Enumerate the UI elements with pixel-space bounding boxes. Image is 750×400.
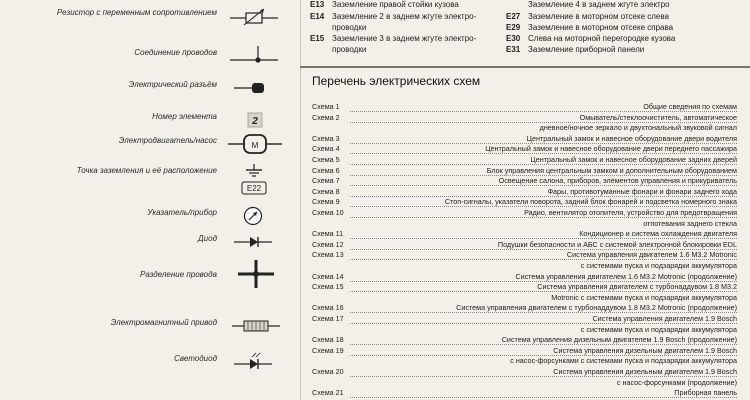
- code-id: E27: [506, 12, 521, 21]
- legend-row: [0, 352, 295, 372]
- scheme-row: [312, 166, 737, 177]
- scheme-description: с системами пуска и подзарядки аккумулятора: [580, 261, 737, 270]
- scheme-row: [312, 113, 737, 124]
- legend-row: [0, 164, 295, 198]
- legend-row: [0, 206, 295, 226]
- scheme-description: Подушки безопасности и АБС с системой электронной блокировки EDL: [497, 239, 737, 249]
- legend-label: Диод: [198, 234, 217, 243]
- legend-label: Точка заземления и её расположение: [76, 166, 217, 175]
- connector-icon: [228, 78, 288, 98]
- legend-row: [0, 260, 295, 290]
- scheme-description: Стоп-сигналы, указатели поворота, задний блок фонарей и подсветка номерного знака: [444, 197, 737, 207]
- legend-row: [0, 316, 295, 336]
- scheme-row: [312, 187, 737, 198]
- scheme-description: Радио, вентилятор отопителя, устройство для предотвращения: [524, 208, 737, 217]
- legend-label: Резистор с переменным сопротивлением: [56, 8, 217, 17]
- element-number-badge: 2: [252, 116, 258, 127]
- scheme-description: Система управления двигателем с турбонаддувом 1.8 М3.2: [537, 282, 737, 292]
- code-text: проводки: [332, 45, 367, 54]
- legend-label: Номер элемента: [152, 112, 217, 121]
- section-divider: [300, 66, 750, 68]
- code-text: Заземление правой стойки кузова: [332, 0, 459, 9]
- code-item: [332, 23, 366, 32]
- scheme-number: Схема 7: [312, 176, 340, 186]
- scheme-description: отпотевания заднего стекла: [643, 218, 737, 228]
- scheme-number: Схема 4: [312, 144, 340, 154]
- legend-row: [0, 46, 295, 66]
- scheme-row: [312, 261, 737, 272]
- ground-icon: [228, 164, 288, 198]
- scheme-row: [312, 303, 737, 314]
- scheme-number: Схема 20: [312, 367, 344, 376]
- scheme-row: [312, 144, 737, 155]
- scheme-number: Схема 6: [312, 165, 340, 175]
- scheme-row: [312, 155, 737, 166]
- wire-junction-icon: [228, 46, 288, 66]
- motor-icon: [228, 134, 288, 154]
- element-number-icon: [228, 110, 288, 130]
- code-text: Заземление в моторном отсеке справа: [528, 23, 674, 32]
- scheme-description: Система управления двигателем 1.9 Bosch: [592, 314, 737, 323]
- wire-split-icon: [228, 260, 288, 290]
- scheme-row: [312, 219, 737, 230]
- scheme-description: с насос-форсунками (продолжение): [616, 377, 737, 387]
- section-title: Перечень электрических схем: [312, 74, 481, 88]
- legend-label: Указатель/прибор: [147, 208, 217, 217]
- scheme-description: Система управления двигателем с турбонаддувом 1.8 М3.2 Motronic (продолжение): [456, 303, 737, 313]
- legend-label: Разделение провода: [140, 270, 217, 279]
- legend-label: Электродвигатель/насос: [118, 136, 217, 145]
- scheme-description: Система управления двигателем 1.6 М3.2 Motronic: [566, 250, 737, 260]
- legend-row: [0, 232, 295, 252]
- ground-codes-list: [310, 0, 750, 60]
- legend-row: [0, 78, 295, 98]
- scheme-row: [312, 378, 737, 389]
- scheme-number: Схема 18: [312, 335, 344, 345]
- code-item: [506, 23, 673, 32]
- scheme-row: [312, 102, 737, 113]
- code-item: [310, 34, 476, 43]
- code-item: [332, 45, 366, 54]
- code-item: [506, 34, 675, 43]
- diode-icon: [228, 232, 288, 252]
- scheme-description: Общие сведения по схемам: [643, 102, 737, 111]
- scheme-row: [312, 367, 737, 378]
- legend-label: Электрический разъём: [128, 80, 217, 89]
- scheme-number: Схема 11: [312, 229, 344, 239]
- led-icon: [228, 352, 288, 372]
- scheme-number: Схема 12: [312, 239, 344, 249]
- scheme-number: Схема 2: [312, 112, 340, 122]
- scheme-number: Схема 17: [312, 314, 344, 323]
- code-text: Слева на моторной перегородке кузова: [528, 34, 676, 43]
- code-item: [506, 45, 644, 54]
- scheme-row: [312, 335, 737, 346]
- scheme-description: Система управления дизельным двигателем 1.9 Bosch: [553, 367, 737, 376]
- scheme-row: [312, 272, 737, 283]
- legend-row: [0, 6, 295, 26]
- scheme-description: Омыватель/стеклоочиститель, автоматическое: [579, 112, 737, 122]
- scheme-number: Схема 19: [312, 345, 344, 355]
- legend-row: [0, 110, 295, 130]
- code-item: [506, 0, 670, 9]
- scheme-row: [312, 240, 737, 251]
- scheme-description: Система управления двигателем 1.6 М3.2 Motronic (продолжение): [515, 271, 737, 281]
- scheme-description: Система управления дизельным двигателем 1.9 Bosch (продолжение): [501, 335, 737, 345]
- variable-resistor-icon: [228, 6, 288, 26]
- scheme-description: Центральный замок и навесное оборудование задних дверей: [530, 155, 737, 164]
- scheme-number: Схема 1: [312, 102, 340, 111]
- code-text: Заземление 2 в заднем жгуте электро-: [332, 12, 477, 21]
- code-text: Заземление приборной панели: [528, 45, 645, 54]
- scheme-number: Схема 16: [312, 303, 344, 313]
- scheme-row: [312, 293, 737, 304]
- scheme-number: Схема 21: [312, 388, 344, 398]
- scheme-row: [312, 208, 737, 219]
- scheme-number: Схема 5: [312, 155, 340, 164]
- scheme-description: Система управления дизельным двигателем 1.9 Bosch: [553, 345, 737, 355]
- scheme-row: [312, 314, 737, 325]
- code-id: E15: [310, 34, 325, 43]
- code-id: E29: [506, 23, 521, 32]
- scheme-row: [312, 356, 737, 367]
- legend-row: [0, 134, 295, 154]
- column-divider: [300, 0, 301, 400]
- scheme-description: Motronic с системами пуска и подзарядки аккумулятора: [551, 292, 737, 302]
- code-item: [310, 0, 459, 9]
- scheme-number: Схема 13: [312, 250, 344, 260]
- gauge-icon: [228, 206, 288, 226]
- scheme-row: [312, 388, 737, 399]
- code-id: E13: [310, 0, 325, 9]
- code-text: проводки: [332, 23, 367, 32]
- solenoid-icon: [228, 316, 288, 336]
- scheme-description: с системами пуска и подзарядки аккумулятора: [580, 324, 737, 334]
- scheme-row: [312, 325, 737, 336]
- scheme-row: [312, 197, 737, 208]
- scheme-row: [312, 282, 737, 293]
- scheme-description: с насос-форсунками с системами пуска и подзарядки аккумулятора: [510, 356, 737, 366]
- scheme-number: Схема 10: [312, 208, 344, 217]
- scheme-description: Приборная панель: [674, 388, 737, 398]
- scheme-row: [312, 229, 737, 240]
- code-text: Заземление 3 в заднем жгуте электро-: [332, 34, 477, 43]
- scheme-description: Центральный замок и навесное оборудование двери переднего пассажира: [485, 144, 737, 154]
- scheme-row: [312, 123, 737, 134]
- scheme-row: [312, 134, 737, 145]
- scheme-description: Блок управления центральным замком и дополнительным оборудованием: [486, 165, 737, 175]
- scheme-number: Схема 9: [312, 197, 340, 207]
- scheme-description: дневное/ночное зеркало и двухтональный звуковой сигнал: [539, 123, 737, 133]
- scheme-row: [312, 250, 737, 261]
- code-text: Заземление в моторном отсеке слева: [528, 12, 669, 21]
- code-item: [506, 12, 669, 21]
- code-id: E31: [506, 45, 521, 54]
- scheme-description: Освещение салона, приборов, элементов управления и прикуриватель: [498, 176, 737, 186]
- ground-location-badge: E22: [246, 184, 262, 193]
- legend-label: Светодиод: [174, 354, 217, 363]
- motor-badge: M: [251, 141, 259, 150]
- code-id: E30: [506, 34, 521, 43]
- scheme-row: [312, 346, 737, 357]
- scheme-description: Центральный замок и навесное оборудование двери водителя: [526, 133, 737, 143]
- scheme-number: Схема 15: [312, 282, 344, 292]
- scheme-description: Кондиционер и система охлаждения двигателя: [579, 229, 737, 239]
- scheme-description: Фары, противотуманные фонари и фонари заднего хода: [547, 186, 737, 196]
- scheme-number: Схема 14: [312, 271, 344, 281]
- scheme-number: Схема 8: [312, 186, 340, 196]
- code-id: E14: [310, 12, 325, 21]
- code-item: [310, 12, 476, 21]
- legend-label: Соединение проводов: [134, 48, 217, 57]
- scheme-row: [312, 176, 737, 187]
- legend-label: Электромагнитный привод: [110, 318, 217, 327]
- code-text: Заземление 4 в заднем жгуте электро: [528, 0, 670, 9]
- scheme-number: Схема 3: [312, 133, 340, 143]
